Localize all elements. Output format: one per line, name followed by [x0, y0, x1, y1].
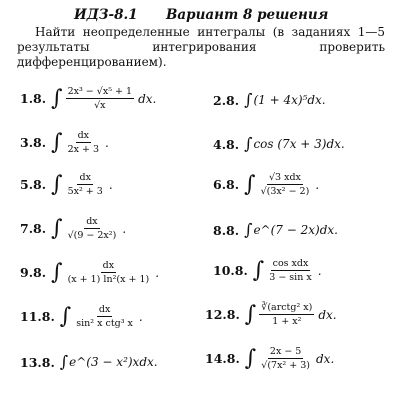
problem-11-8	[20, 304, 143, 329]
problem-6-8	[213, 172, 319, 197]
problem-number: 10.8.	[213, 263, 248, 278]
problem-number: 13.8.	[20, 354, 55, 370]
integrand: e^(3 − x²)xdx.	[69, 355, 158, 369]
numerator: 2x³ − √x⁵ + 1	[67, 86, 133, 97]
integral-sign: ∫	[244, 345, 257, 371]
numerator: dx	[98, 304, 111, 315]
denominator: 5x² + 3	[67, 186, 103, 197]
fraction	[259, 346, 312, 371]
numerator: ∛(arctg² x)	[261, 302, 313, 313]
fraction	[66, 130, 101, 155]
problem-number: 6.8.	[213, 177, 240, 192]
assignment-title: ИДЗ-8.1	[74, 7, 138, 23]
denominator: 2x + 3	[67, 144, 100, 155]
denominator: 1 + x²	[272, 316, 302, 327]
numerator: √3 xdx	[268, 172, 301, 183]
problem-13-8	[20, 354, 158, 370]
numerator: dx	[86, 216, 98, 227]
integral-sign: ∫	[51, 129, 63, 155]
fraction	[66, 216, 119, 241]
denominator: √(3x² − 2)	[260, 186, 310, 197]
problem-10-8	[213, 258, 322, 283]
integral-sign: ∫	[51, 85, 63, 111]
integral-sign: ∫	[51, 171, 63, 197]
problem-number: 9.8.	[20, 265, 47, 280]
problem-number: 11.8.	[20, 309, 55, 324]
integral-sign: ∫	[244, 134, 253, 153]
problem-12-8	[205, 302, 337, 327]
numerator: cos xdx	[272, 258, 309, 269]
denominator: √(9 − 2x²)	[67, 230, 117, 241]
problem-9-8	[20, 260, 159, 285]
integrand: e^(7 − 2x)dx.	[253, 223, 338, 237]
differential: .	[108, 177, 113, 192]
integral-sign: ∫	[51, 215, 63, 241]
fraction	[267, 258, 313, 283]
numerator: 2x − 5	[269, 346, 302, 357]
fraction	[259, 172, 312, 197]
differential: .	[138, 309, 143, 324]
problem-14-8	[205, 346, 334, 371]
integral-sign: ∫	[244, 220, 253, 239]
integrand: (1 + 4x)⁵dx.	[253, 93, 326, 107]
integral-sign: ∫	[51, 259, 63, 285]
problem-5-8	[20, 172, 113, 197]
differential: dx.	[316, 351, 335, 366]
numerator: dx	[102, 260, 115, 271]
problem-number: 5.8.	[20, 177, 47, 192]
numerator: dx	[79, 172, 91, 183]
problem-3-8	[20, 130, 109, 155]
problem-number: 7.8.	[20, 221, 47, 236]
fraction	[66, 260, 152, 285]
differential: .	[105, 135, 109, 150]
differential: dx.	[318, 307, 337, 322]
integral-sign: ∫	[244, 171, 256, 197]
fraction	[66, 86, 134, 111]
problem-number: 4.8.	[213, 136, 240, 152]
variant-title: Вариант 8 решения	[166, 7, 329, 23]
problem-number: 2.8.	[213, 92, 240, 108]
problem-8-8	[213, 222, 338, 238]
fraction	[74, 304, 135, 329]
problem-7-8	[20, 216, 126, 241]
integral-sign: ∫	[59, 352, 69, 371]
task-instructions: Найти неопределенные интегралы (в заданиях 1—5 результаты интегрирования проверить дифференцированием).	[17, 25, 385, 69]
problem-number: 8.8.	[213, 222, 240, 238]
denominator: sin² x ctg³ x	[76, 318, 133, 329]
problem-2-8	[213, 92, 326, 108]
denominator: 3 − sin x	[269, 272, 312, 283]
integral-sign: ∫	[59, 303, 72, 329]
differential: .	[122, 221, 127, 236]
numerator: dx	[77, 130, 90, 141]
integral-sign: ∫	[244, 90, 253, 109]
fraction	[66, 172, 105, 197]
differential: dx.	[138, 91, 157, 106]
denominator: √x	[94, 100, 106, 111]
integrand: cos (7x + 3)dx.	[253, 137, 345, 151]
differential: .	[317, 263, 322, 278]
differential: .	[155, 265, 160, 280]
denominator: (x + 1) ln²(x + 1)	[67, 274, 150, 285]
denominator: √(7x² + 3)	[261, 360, 310, 371]
integral-sign: ∫	[252, 257, 265, 283]
problem-4-8	[213, 136, 345, 152]
problem-number: 3.8.	[20, 135, 47, 150]
differential: .	[315, 177, 320, 192]
fraction	[259, 302, 314, 327]
problem-number: 1.8.	[20, 91, 47, 106]
problem-1-8	[20, 86, 156, 111]
problem-number: 12.8.	[205, 307, 240, 322]
integral-sign: ∫	[244, 301, 257, 327]
problem-number: 14.8.	[205, 351, 240, 366]
